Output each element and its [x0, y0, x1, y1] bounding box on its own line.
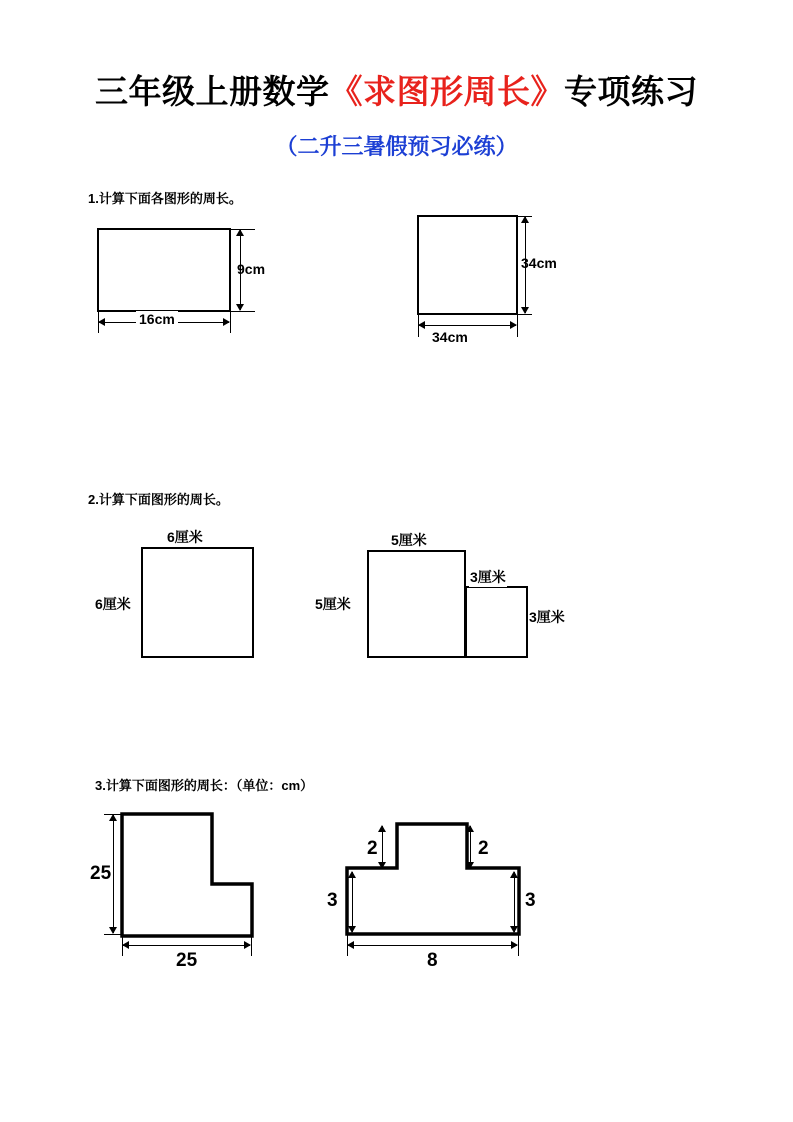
q1-square-right-extension [517, 314, 518, 337]
q3-t-right-extension [518, 934, 519, 956]
q2-step-right-label: 3厘米 [529, 609, 565, 625]
q3-t-right-arrow [514, 872, 515, 932]
q1-square-height-label: 34cm [521, 255, 557, 271]
q2-step-right-rect [465, 586, 528, 658]
q1-rectangle-bottom-extension [231, 311, 255, 312]
q1-square-bottom-extension [518, 314, 532, 315]
q3-l-height-arrow [113, 815, 114, 933]
page-subtitle: （二升三暑假预习必练） [275, 134, 518, 159]
question-2-prompt: 2.计算下面图形的周长。 [88, 492, 229, 507]
page-title [0, 66, 793, 113]
q2-square-top-label: 6厘米 [167, 529, 203, 545]
q3-t-left-label: 3 [327, 890, 338, 911]
question-1-prompt: 1.计算下面各图形的周长。 [88, 191, 242, 206]
q1-rectangle-width-label: 16cm [136, 311, 178, 327]
q1-rectangle-right-extension [230, 311, 231, 333]
q1-square-width-label: 34cm [432, 329, 468, 345]
q3-t-top-right-arrow [470, 826, 471, 868]
q2-square-shape [141, 547, 254, 658]
q1-rectangle-shape [97, 228, 231, 312]
q3-l-right-extension [251, 934, 252, 956]
q3-l-width-label: 25 [176, 950, 198, 971]
q3-t-left-arrow [352, 872, 353, 932]
question-3-prompt: 3.计算下面图形的周长：（单位：cm） [95, 778, 314, 793]
page-title-part1: 三年级上册数学 [95, 73, 330, 110]
q3-t-right-label: 3 [525, 890, 536, 911]
page-title-highlight: 《求图形周长》 [329, 73, 564, 110]
q3-l-width-arrow [123, 945, 250, 946]
page-title-part2: 专项练习 [564, 73, 698, 110]
q3-t-top-left-label: 2 [367, 838, 378, 859]
q2-square-left-label: 6厘米 [95, 596, 131, 612]
q1-rectangle-height-label: 9cm [237, 261, 266, 277]
q3-l-height-label: 25 [90, 863, 112, 884]
q2-step-top-left-label: 5厘米 [391, 532, 427, 548]
q3-t-top-left-arrow [382, 826, 383, 868]
q3-l-bottom-extension [104, 934, 122, 935]
q1-square-width-arrow [419, 325, 516, 326]
q2-step-left-label: 5厘米 [315, 596, 351, 612]
q1-square-shape [417, 215, 518, 315]
q2-step-left-rect [367, 550, 466, 658]
q3-t-top-right-label: 2 [478, 838, 489, 859]
q3-l-shape [120, 812, 254, 938]
q3-t-width-label: 8 [427, 950, 438, 971]
q3-t-width-arrow [348, 945, 517, 946]
q2-step-top-right-label: 3厘米 [470, 569, 506, 585]
